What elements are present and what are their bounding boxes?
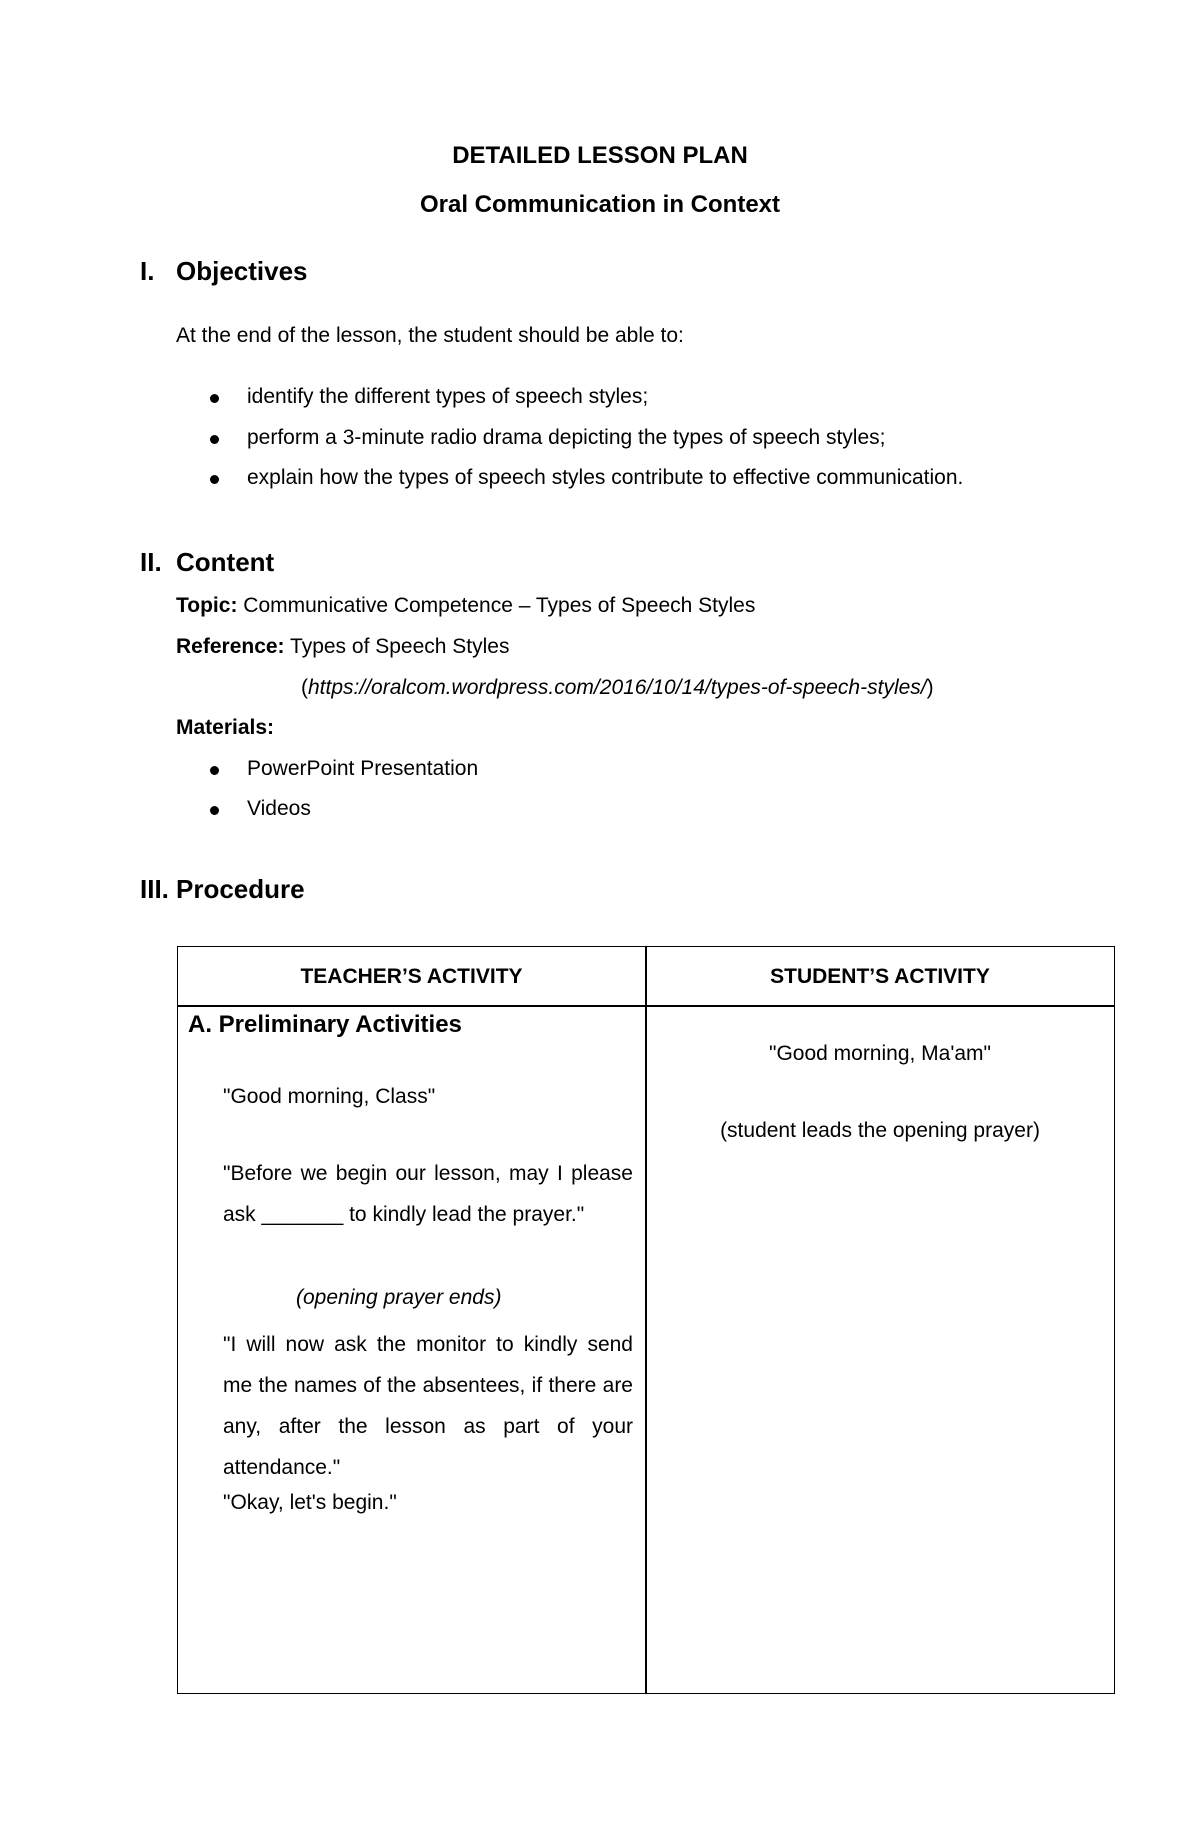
- topic-line: [176, 594, 755, 618]
- content-heading-text: Content: [176, 547, 275, 577]
- document-title: DETAILED LESSON PLAN: [452, 142, 748, 169]
- procedure-number: III.: [140, 874, 169, 904]
- reference-line: [176, 635, 510, 659]
- table-header-divider: [178, 1005, 1114, 1007]
- material-item: Videos: [247, 797, 311, 820]
- bullet-icon: [210, 471, 219, 489]
- reference-close-paren: ): [926, 676, 934, 699]
- reference-open-paren: (: [301, 676, 308, 699]
- objectives-intro: At the end of the lesson, the student should be able to:: [176, 324, 684, 347]
- document-subtitle: Oral Communication in Context: [419, 191, 781, 218]
- reference-url-line: [301, 676, 934, 700]
- objective-item: perform a 3-minute radio drama depicting the types of speech styles;: [247, 426, 886, 449]
- objective-item: explain how the types of speech styles contribute to effective communication.: [247, 466, 964, 489]
- content-number: II.: [140, 547, 162, 577]
- preliminary-activities-heading: A. Preliminary Activities: [188, 1011, 462, 1038]
- bullet-icon: [210, 762, 219, 780]
- student-activity-header: STUDENT’S ACTIVITY: [770, 965, 990, 988]
- reference-value: Types of Speech Styles: [290, 635, 510, 658]
- teacher-greeting: "Good morning, Class": [223, 1085, 436, 1108]
- prayer-ends-note: (opening prayer ends): [296, 1286, 502, 1309]
- bullet-icon: [210, 431, 219, 449]
- procedure-heading-text: Procedure: [176, 874, 305, 904]
- objectives-heading: [140, 256, 308, 287]
- teacher-prayer-request: "Before we begin our lesson, may I please ask _______ to kindly lead the prayer.": [223, 1162, 633, 1226]
- topic-label: Topic:: [176, 594, 238, 617]
- teacher-activity-header: TEACHER’S ACTIVITY: [300, 965, 523, 988]
- procedure-heading: [140, 874, 305, 905]
- student-greeting-reply: "Good morning, Ma'am": [768, 1042, 991, 1065]
- student-prayer-lead: (student leads the opening prayer): [720, 1119, 1040, 1142]
- reference-label: Reference:: [176, 635, 285, 658]
- objectives-heading-text: Objectives: [176, 256, 308, 286]
- bullet-icon: [210, 802, 219, 820]
- bullet-icon: [210, 390, 219, 408]
- topic-value: Communicative Competence – Types of Speech Styles: [243, 594, 756, 617]
- procedure-table: [177, 946, 1115, 1694]
- material-item: PowerPoint Presentation: [247, 757, 479, 780]
- reference-url[interactable]: https://oralcom.wordpress.com/2016/10/14/types-of-speech-styles/: [308, 676, 927, 699]
- materials-label: Materials:: [176, 716, 275, 739]
- objective-item: identify the different types of speech styles;: [247, 385, 649, 408]
- teacher-begin: "Okay, let's begin.": [223, 1491, 397, 1514]
- content-heading: [140, 547, 274, 578]
- objectives-number: I.: [140, 256, 155, 286]
- teacher-attendance-request: "I will now ask the monitor to kindly send me the names of the absentees, if there are any, after the lesson as part of your attendance.": [223, 1333, 633, 1479]
